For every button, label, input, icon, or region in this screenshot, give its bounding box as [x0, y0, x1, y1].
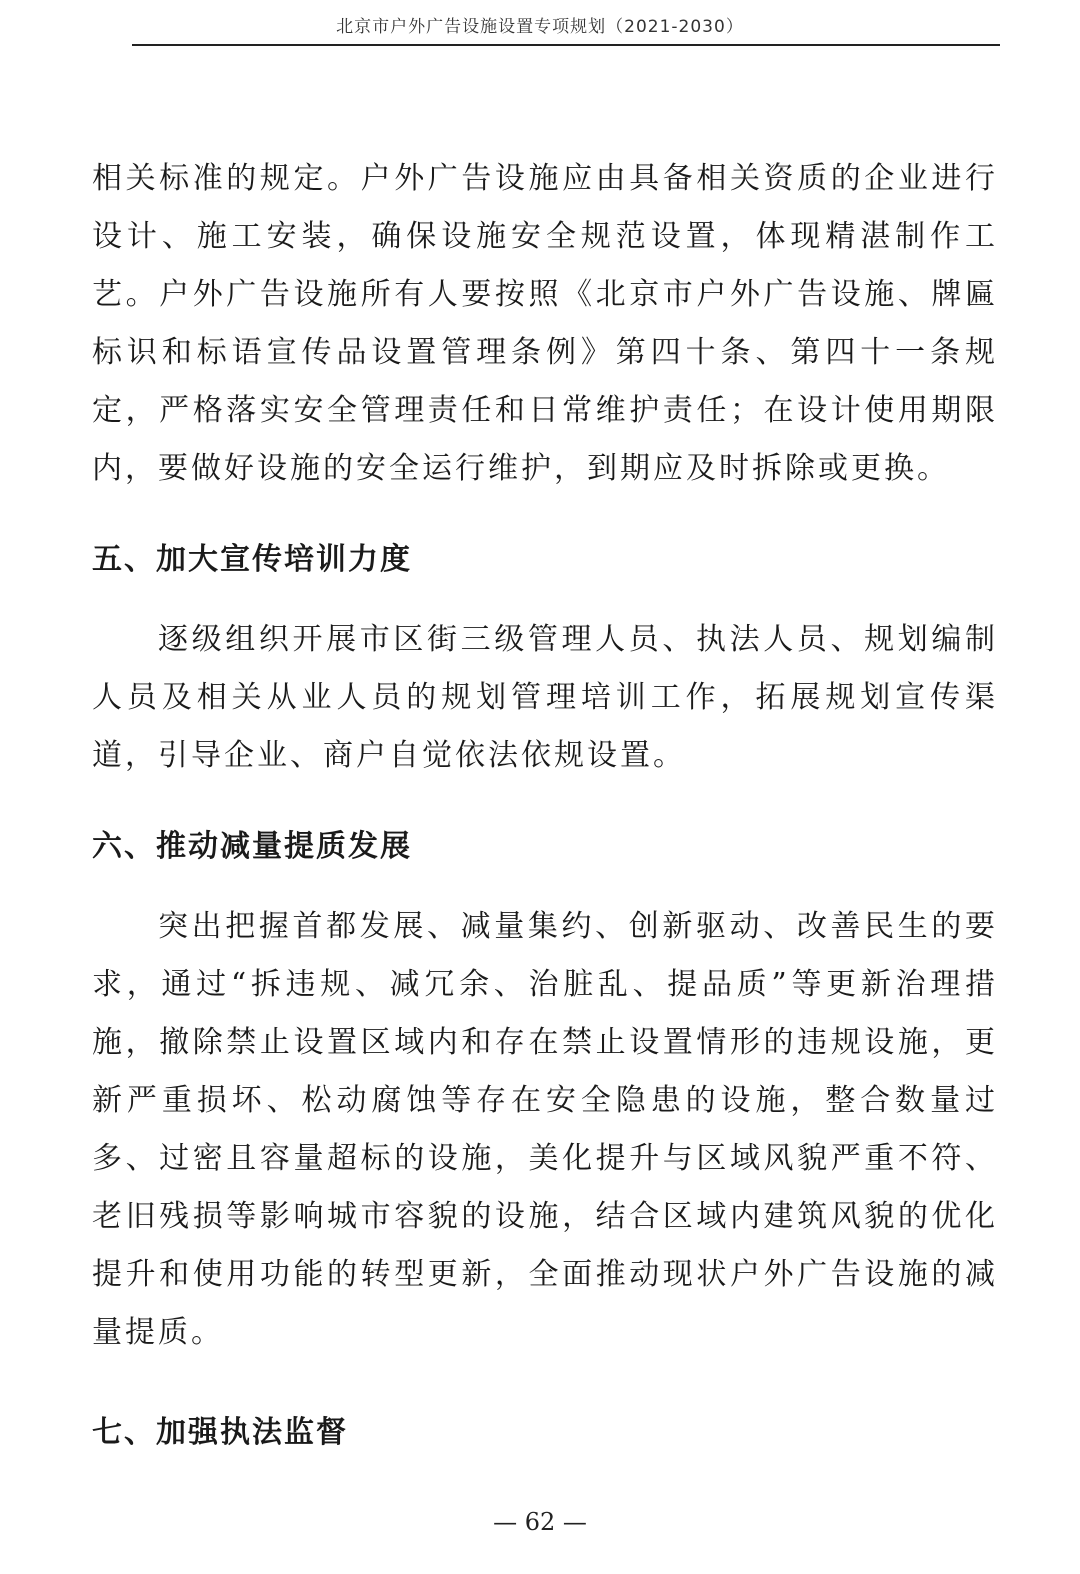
section-heading-7: 七、加强执法监督	[92, 1415, 348, 1450]
document-body	[92, 150, 998, 1462]
paragraph-continued: 相关标准的规定。户外广告设施应由具备相关资质的企业进行设计、施工安装，确保设施安全规范设置，体现精湛制作工艺。户外广告设施所有人要按照《北京市户外广告设施、牌匾标识和标语宣传品设置管理条例》第四十条、第四十一条规定，严格落实安全管理责任和日常维护责任；在设计使用期限内，要做好设施的安全运行维护，到期应及时拆除或更换。	[92, 161, 998, 486]
section-heading-6: 六、推动减量提质发展	[92, 829, 412, 864]
running-header: 北京市户外广告设施设置专项规划（2021-2030）	[336, 17, 744, 37]
section-6-paragraph: 突出把握首都发展、减量集约、创新驱动、改善民生的要求，通过“拆违规、减冗余、治脏乱、提品质”等更新治理措施，撤除禁止设置区域内和存在禁止设置情形的违规设施，更新严重损坏、松动腐蚀等存在安全隐患的设施，整合数量过多、过密且容量超标的设施，美化提升与区域风貌严重不符、老旧残损等影响城市容貌的设施，结合区域内建筑风貌的优化提升和使用功能的转型更新，全面推动现状户外广告设施的减量提质。	[92, 909, 998, 1350]
header-rule	[132, 44, 1000, 46]
page-number: — 62 —	[493, 1508, 587, 1536]
section-5-paragraph: 逐级组织开展市区街三级管理人员、执法人员、规划编制人员及相关从业人员的规划管理培训工作，拓展规划宣传渠道，引导企业、商户自觉依法依规设置。	[92, 622, 998, 773]
section-heading-5: 五、加大宣传培训力度	[92, 542, 412, 577]
